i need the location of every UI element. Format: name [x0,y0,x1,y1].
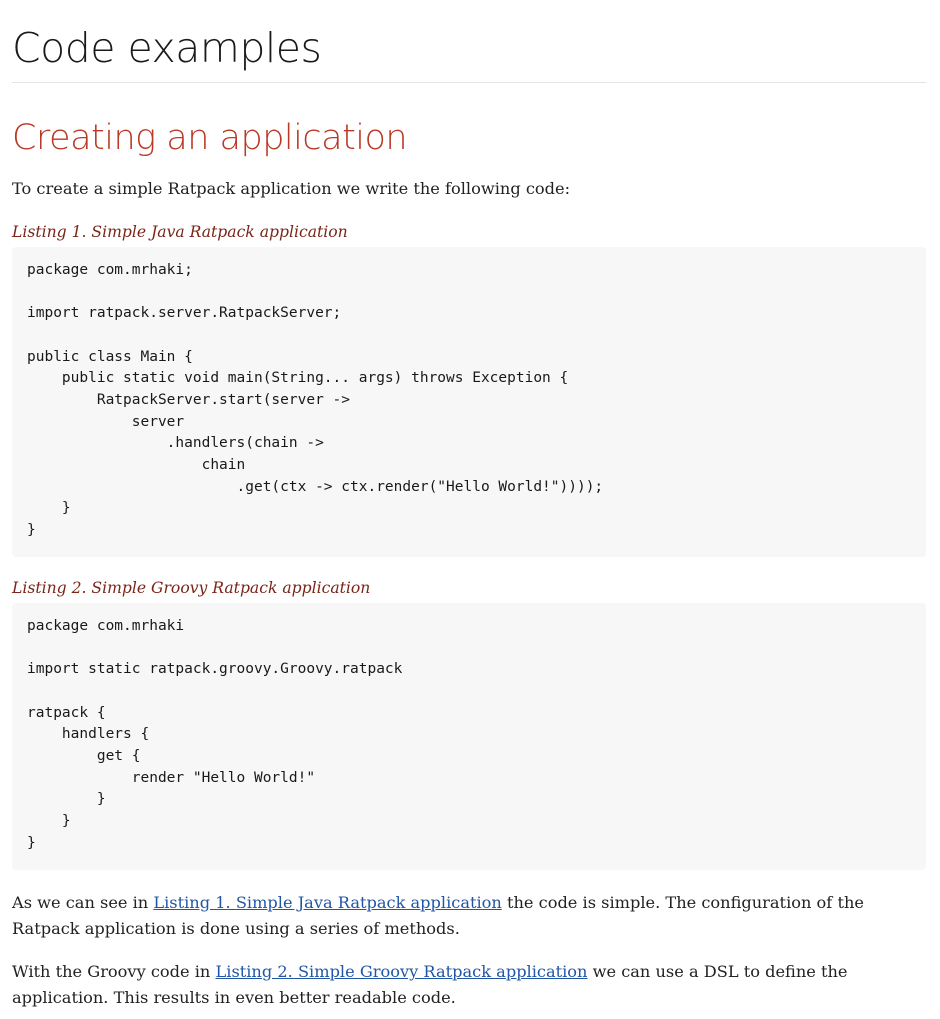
paragraph-1-text-before: As we can see in [12,893,154,912]
listing-1-code: package com.mrhaki; import ratpack.server.RatpackServer; public class Main { public static void main(String... args) throws Exception { RatpackServer.start(server -> server .handlers(chain -> chain .get(ctx -> ctx.render("Hello World!")))); } } [27,262,604,538]
paragraph-1-text-after: the code is simple. The configuration of the Ratpack application is done using a series of methods. [12,893,864,938]
paragraph-2-text-before: With the Groovy code in [12,962,216,981]
listing-1-code-block [12,247,926,557]
page-title: Code examples [12,24,322,72]
section-title: Creating an application [12,118,408,158]
listing-2-code-block [12,603,926,870]
paragraph-listing-2-reference [12,959,912,1011]
paragraph-2-text-after: we can use a DSL to define the application. This results in even better readable code. [12,962,848,1007]
listing-2-code: package com.mrhaki import static ratpack.groovy.Groovy.ratpack ratpack { handlers { get { render "Hello World!" } } } [27,618,403,851]
listing-2-caption: Listing 2. Simple Groovy Ratpack application [12,579,371,597]
listing-1-caption: Listing 1. Simple Java Ratpack application [12,223,348,241]
paragraph-listing-1-reference [12,890,912,942]
title-divider [12,82,926,83]
intro-paragraph: To create a simple Ratpack application we write the following code: [12,179,571,198]
listing-2-link[interactable]: Listing 2. Simple Groovy Ratpack application [215,962,588,981]
listing-1-link[interactable]: Listing 1. Simple Java Ratpack application [153,893,502,912]
